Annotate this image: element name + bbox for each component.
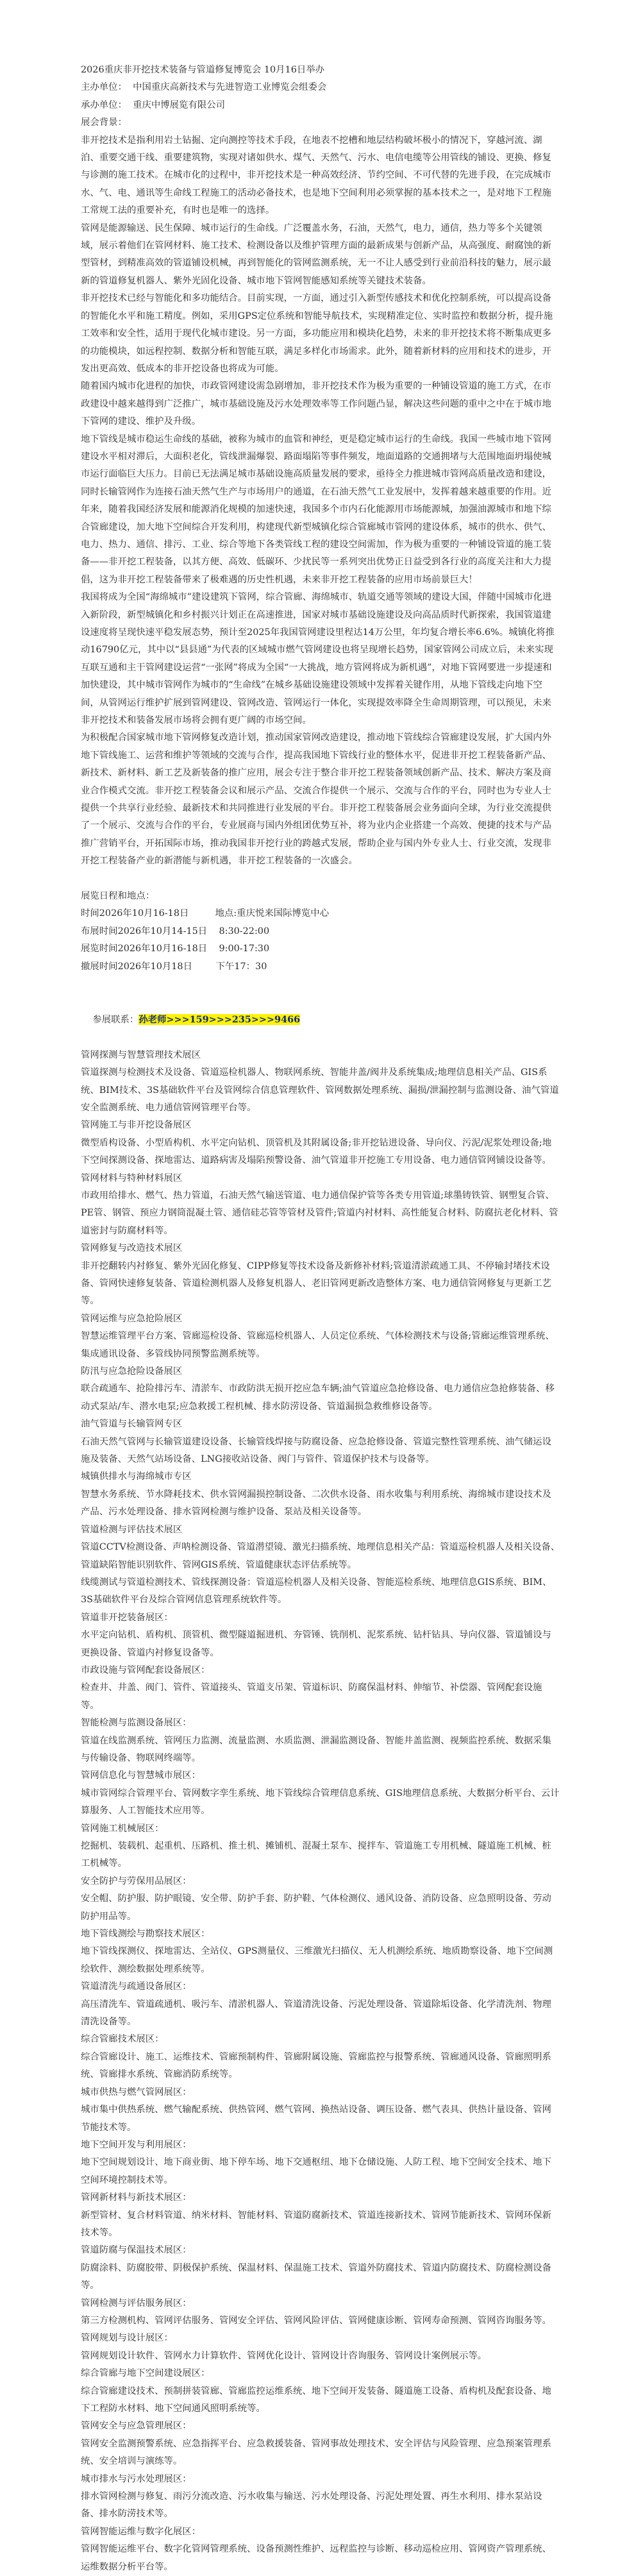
exhibit-line: 城市集中供热系统、燃气输配系统、供热管网、燃气管网、换热站设备、调压设备、燃气表具、供热计量设备、管网节能技术等。: [81, 2105, 551, 2133]
exhibit-line: 管道探测与检测技术及设备、管道巡检机器人、物联网系统、智能井盖/阀井及系统集成;地理信息相关产品、GIS系统、BIM技术、3S基础软件平台及管网综合信息管理软件、管网数据处理系统、漏损/泄漏控制与监测设备、油气管道安全监测系统、电力通信管网管理平台等。: [81, 1067, 559, 1113]
intro-paragraph: 我国将成为全国“海绵城市”建设建筑下管网，综合管廊、海绵城市、轨道交通等领域的建设大国，伴随中国城市化进入新阶段，新型城镇化和乡村振兴计划正在高速推进，国家对城市基础设施建设及向高品质时代新探索，我国管道建设速度将呈现快速平稳发展态势，预计至2025年我国管网建设里程达14万公里，年均复合增长率6.6%。城镇化将推动16790亿元，其中以“县县通”为代表的区域城市燃气管网建设也将呈现增长趋势，国家管网公司成立后，未来实现互联互通和主干管网建设运营“一张网”将成为全国“一大挑战，地方管网将成为新机遇”，对地下管网要进一步提速和加快建设，其中城市管网作为城市的“生命线”在城乡基础设施建设领域中发挥着关键作用，从地下管线走向地下空间，从管网运行维护扩展到管网建设、管网改造、管网运行一体化，实现提效率降全生命周期管理，可以预见，未来非开挖技术和装备发展市场将会拥有更广阔的市场空间。: [81, 592, 555, 726]
exhibit-line: 智慧水务系统、节水降耗技术、供水管网漏损控制设备、二次供水设备、雨水收集与利用系统、海绵城市建设技术及产品、污水处理设备、排水管网检测与维护设备、泵站及相关设备等。: [81, 1489, 551, 1518]
exhibit-line: 挖掘机、装载机、起重机、压路机、推土机、摊铺机、混凝土泵车、搅拌车、管道施工专用机械、隧道施工机械、桩工机械等。: [81, 1841, 551, 1869]
exhibit-line: 地下管线测绘与勘察技术展区：: [81, 1929, 210, 1940]
intro-paragraph: 为积极配合国家城市地下管网修复改造计划，推动国家管网改造建设，推动地下管线综合管廊建设发展，扩大国内外地下管线施工、运营和维护等领域的交流与合作，提高我国地下管线行业的整体水平，促进非开挖工程装备新产品、新技术、新材料、新工艺及新装备的推广应用，展会专注于整合非开挖工程装备领域创新产品、技术、解决方案及商业合作模式交流。非开挖工程装备会议和展示产品、交流合作提供一个展示、交流与合作的平台，同时也为专业人士提供一个共享行业经验、最新技术和共同推进行业发展的平台。非开挖工程装备展会业务面向全球，为行业交流提供了一个展示、交流与合作的平台，专业展商与国内外组团优势互补，将为业内企业搭建一个高效、便捷的技术与产品推广营销平台，开拓国际市场，推动我国非开挖行业的跨越式发展，帮助企业与国内外专业人士、行业交流，发现非开挖工程装备产业的新潜能与新机遇，非开挖工程装备的一次盛会。: [81, 733, 551, 867]
intro-paragraph: 展会背景：: [81, 117, 127, 128]
exhibit-line: 管网信息化与智慧城市展区：: [81, 1770, 201, 1781]
contact-highlight[interactable]: 孙老师>>>159>>>235>>>9466: [138, 1013, 301, 1025]
exhibit-line: 综合管廊与地下空间建设展区：: [81, 2368, 210, 2379]
exhibit-line: 微型盾构设备、小型盾构机、水平定向钻机、顶管机及其附属设备;非开挖钻进设备、导向仪、污泥/泥浆处理设备;地下空间探测设备、探地雷达、道路病害及塌陷预警设备、油气管道非开挖施工专用设备、电力通信管网铺设设备等。: [81, 1137, 552, 1166]
exhibit-line: 管网材料与特种材料展区: [81, 1173, 183, 1183]
exhibit-line: 线缆测试与管道检测技术、管线探测设备：管道巡检机器人及相关设备、智能巡检系统、地理信息GIS系统、BIM、3S基础软件平台及综合管网信息管理系统软件等。: [81, 1577, 552, 1606]
exhibit-line: 排水管网检测与修复、雨污分流改造、污水收集与输送、污水处理设备、污泥处理处置、再生水利用、排水泵站设备、排水防涝技术等。: [81, 2491, 542, 2520]
exhibit-line: 防腐涂料、防腐胶带、阴极保护系统、保温材料、保温施工技术、管道外防腐技术、管道内防腐技术、防腐检测设备等。: [81, 2262, 551, 2291]
exhibit-line: 管网规划设计软件、管网水力计算软件、管网优化设计、管网设计咨询服务、管网设计案例展示等。: [81, 2350, 487, 2361]
exhibit-line: 管网安全监测预警系统、应急指挥平台、应急救援装备、管网事故处理技术、安全评估与风险管理、应急预案管理系统、安全培训与演练等。: [81, 2438, 551, 2467]
intro-paragraph: 地下管线是城市稳运生命线的基础，被称为城市的血管和神经，更是稳定城市运行的生命线。我国一些城市地下管网建设水平相对滞后，大面积老化，管线泄漏爆裂、路面塌陷等事件频发，地面道路的交通拥堵与大范围地面坍塌使城市运行面临巨大压力。目前已无法满足城市基础设施高质量发展的要求，亟待全力推进城市管网高质量改造和建设，同时长输管网作为连接石油天然气生产与市场用户的通道，在石油天然气工业发展中，发挥着越来越重要的作用。近年来，随着我国经济发展和能源消化规模的加速快速，我国多个市内石化能源用市场能源城，加强油源城市和地下综合管廊建设，加大地下空间综合开发利用，构建现代新型城镇化综合管廊城市管网的建设体系，城市的供水、供气、电力、热力、通信、排污、工业、综合等地下各类管线工程的建设空间需加，作为极为重要的一种铺设管道的施工装备——非开挖工程装备，以其方便、高效、低碳环、少扰民等一系列突出优势正日益受到各行业的高度关注和大力提倡，这为非开挖工程装备带来了极难遇的历史性机遇，未来非开挖工程装备的应用市场前景巨大！: [81, 434, 551, 585]
exhibit-line: 管网智能运维与数字化展区：: [81, 2526, 201, 2537]
exhibit-line: 水平定向钻机、盾构机、顶管机、微型隧道掘进机、夯管锤、铣削机、泥浆系统、钻杆钻具、导向仪器、管道铺设与更换设备、管道内衬修复设备等。: [81, 1630, 551, 1658]
exhibit-line: 城市管网综合管理平台、管网数字孪生系统、地下管线综合管理信息系统、GIS地理信息系统、大数据分析平台、云计算服务、人工智能技术应用等。: [81, 1788, 560, 1817]
exhibit-areas: [81, 1047, 560, 2576]
exhibit-line: 综合管廊技术展区：: [81, 2034, 164, 2045]
exhibit-line: 管网安全与应急管理展区：: [81, 2421, 192, 2432]
spacer: [81, 976, 560, 993]
spacer: [81, 870, 560, 888]
exhibit-line: 管网规划与设计展区：: [81, 2333, 173, 2344]
intro-paragraph: 非开挖技术是指利用岩土钻掘、定向测控等技术手段，在地表不挖槽和地层结构破坏极小的情况下，穿越河流、湖泊、重要交通干线、重要建筑物，实现对诸如供水、煤气、天然气、污水、电信电缆等公用管线的铺设、更换、修复与诊测的施工技术。在城市化的过程中，非开挖技术是一种高效经济、节约空间、不可代替的先进手段，在完成城市水、气、电、通讯等生命线工程施工的活动必备技术，也是地下空间利用必须掌握的基本技术之一，是对地下工程施工常规工法的重要补充，有时也是唯一的选择。: [81, 135, 551, 216]
exhibit-line: 城市排水与污水处理展区：: [81, 2473, 192, 2484]
exhibit-line: 防汛与应急抢险设备展区: [81, 1366, 183, 1377]
exhibit-line: 非开挖翻转内衬修复、紫外光固化修复、CIPP修复等技术设备及新修补材料;管道清淤疏通工具、不停输封堵技术设备、管网快速修复装备、管道检测机器人及修复机器人、老旧管网更新改造整体方案、电力通信管网修复与更新工艺等。: [81, 1260, 551, 1307]
exhibit-line: 地下空间规划设计、地下商业街、地下停车场、地下交通枢纽、地下仓储设施、人防工程、地下空间安全技术、地下空间环境控制技术等。: [81, 2157, 551, 2185]
exhibit-line: 第三方检测机构、管网评估服务、管网安全评估、管网风险评估、管网健康诊断、管网寿命预测、管网咨询服务等。: [81, 2315, 551, 2326]
exhibit-line: 石油天然气管网与长输管道建设设备、长输管线焊接与防腐设备、应急抢修设备、管道完整性管理系统、油气储运设施及装备、天然气站场设备、LNG接收站设备、阀门与管件、管道保护技术与设备等。: [81, 1436, 551, 1465]
exhibit-line: 管道CCTV检测设备、声呐检测设备、管道潜望镜、激光扫描系统、地理信息相关产品：管道巡检机器人及相关设备、管道缺陷智能识别软件、管网GIS系统、管道健康状态评估系统等。: [81, 1542, 560, 1570]
schedule-line: 展览时间2026年10月16-18日 9:00-17:30: [81, 944, 270, 954]
exhibit-line: 管网智能运维平台、数字化管网管理系统、设备预测性维护、远程监控与诊断、移动巡检应用、管网资产管理系统、运维数据分析平台等。: [81, 2544, 551, 2572]
schedule-block: [81, 888, 560, 976]
exhibit-line: 智慧运维管理平台方案、管廊巡检设备、管廊巡检机器人、人员定位系统、气体检测技术与设备;管廊运维管理系统、集成通讯设备、多管线协同预警监测系统等。: [81, 1331, 555, 1359]
exhibit-line: 新型管材、复合材料管道、纳米材料、智能材料、管道防腐新技术、管道连接新技术、管网节能新技术、管网环保新技术等。: [81, 2210, 551, 2238]
intro-paragraph: 管网是能源输送、民生保障、城市运行的生命线。广泛覆盖水务，石油，天然气，电力，通信，热力等多个关键领域，展示着他们在管网材料、施工技术、检测设备以及维护管理方面的最新成果与创新产品，从高强度、耐腐蚀的新型管材，到精准高效的管道铺设机械，再到智能化的管网监测系统，无一不让人感受到行业前沿科技的魅力，展示最新的管道修复机器人、紫外光固化设备、城市地下管网智能感知系统等关键技术装备。: [81, 223, 551, 286]
exhibit-line: 管网检测与评估服务展区：: [81, 2298, 192, 2309]
intro-paragraph: 随着国内城市化进程的加快，市政管网建设需急剧增加，非开挖技术作为极为重要的一种铺设管道的施工方式，在市政建设中越来越得到广泛推广，城市基础设施及污水处理效率等工作问题凸显，解决这些问题的重中之中在于城市地下管网的建设、维护及升级。: [81, 381, 551, 427]
header-block: [81, 62, 560, 114]
intro-block: [81, 114, 560, 870]
exhibit-line: 管网施工与非开挖设备展区: [81, 1120, 192, 1131]
intro-paragraph: 非开挖技术已经与智能化和多功能结合。目前实现，一方面，通过引入新型传感技术和优化控制系统，可以提高设备的智能化水平和施工精度。例如，采用GPS定位系统和智能导航技术，实现精准定位、实时监控和数据分析，提升施工效率和安全性，适用于现代化城市建设。另一方面，多功能应用和模块化趋势，未来的非开挖技术将不断集成更多的功能模块，如远程控制、数据分析和智能互联，满足多样化市场需求。此外，随着新材料的应用和技术的进步，开发出更高效、低成本的非开挖设备也将成为可能。: [81, 293, 553, 374]
contact-prefix: 参展联系：: [92, 1014, 139, 1025]
exhibit-line: 城镇供排水与海绵城市专区: [81, 1471, 192, 1482]
contact-line: [81, 994, 560, 1047]
exhibit-line: 管道防腐与保温技术展区：: [81, 2245, 192, 2256]
exhibit-line: 管网新材料与新技术展区：: [81, 2192, 192, 2203]
schedule-line: 撤展时间2026年10月18日 下午17：30: [81, 961, 267, 972]
exhibit-line: 管道非开挖装备展区：: [81, 1612, 173, 1623]
exhibit-line: 联合疏通车、抢险排污车、清淤车、市政防洪无损开挖应急车辆;油气管道应急抢修设备、电力通信应急抢修装备、移动式泵站/车、潜水电泵;应急救援工程机械、排水防涝设备、管道漏损急救维修设备等。: [81, 1384, 555, 1412]
exhibit-line: 管网运维与应急抢险展区: [81, 1313, 183, 1324]
exhibit-line: 市政用给排水、燃气、热力管道，石油天然气输送管道、电力通信保护管等各类专用管道;球墨铸铁管、钢塑复合管、PE管、钢管、预应力钢筒混凝土管、通信硅芯管等管材及管件;管道内衬材料、高性能复合材料、防腐抗老化材料、管道密封与防腐材料等。: [81, 1190, 558, 1236]
header-line: 2026重庆非开挖技术装备与管道修复博览会 10月16日举办: [81, 65, 325, 75]
exhibit-line: 油气管道与长输管网专区: [81, 1419, 183, 1430]
exhibit-line: 综合管廊建设技术、预制拼装管廊、管廊监控运维系统、地下空间开发装备、隧道施工设备、盾构机及配套设备、地下工程防水材料、地下空间通风照明系统等。: [81, 2385, 551, 2414]
exhibit-line: 安全帽、防护服、防护眼镜、安全带、防护手套、防护鞋、气体检测仪、通风设备、消防设备、应急照明设备、劳动防护用品等。: [81, 1894, 551, 1922]
exhibit-line: 城市供热与燃气管网展区：: [81, 2087, 192, 2097]
exhibit-line: 管道在线监测系统、管网压力监测、流量监测、水质监测、泄漏监测设备、智能井盖监测、视频监控系统、数据采集与传输设备、物联网终端等。: [81, 1735, 551, 1763]
schedule-line: 展览日程和地点：: [81, 891, 155, 902]
exhibit-line: 管道清洗与疏通设备展区：: [81, 1981, 192, 1992]
exhibit-line: 智能检测与监测设备展区：: [81, 1718, 192, 1729]
schedule-line: 时间2026年10月16-18日 地点:重庆悦来国际博览中心: [81, 908, 330, 919]
exhibit-line: 管网施工机械展区：: [81, 1823, 164, 1834]
exhibit-line: 管网修复与改造技术展区: [81, 1243, 183, 1254]
exhibit-line: 安全防护与劳保用品展区：: [81, 1876, 192, 1886]
exhibit-line: 检查井、井盖、阀门、管件、管道接头、管道支吊架、管道标识、防腐保温材料、伸缩节、补偿器、管网配套设施等。: [81, 1682, 542, 1711]
exhibit-line: 地下管线探测仪、探地雷达、全站仪、GPS测量仪、三维激光扫描仪、无人机测绘系统、地质勘察设备、地下空间测绘软件、测绘数据处理系统等。: [81, 1946, 553, 1974]
exhibit-line: 市政设施与管网配套设备展区：: [81, 1665, 210, 1675]
exhibit-line: 管道检测与评估技术展区: [81, 1524, 183, 1535]
exhibit-line: 高压清洗车、管道疏通机、吸污车、清淤机器人、管道清洗设备、污泥处理设备、管道除垢设备、化学清洗剂、物理清洗设备等。: [81, 1999, 551, 2028]
exhibit-line: 综合管廊设计、施工、运维技术、管廊预制构件、管廊附属设施、管廊监控与报警系统、管廊通风设备、管廊照明系统、管廊排水系统、管廊消防系统等。: [81, 2051, 551, 2080]
header-line: 承办单位： 重庆中博展览有限公司: [81, 99, 226, 110]
exhibit-line: 地下空间开发与利用展区：: [81, 2139, 192, 2150]
exhibit-line: 管网探测与智慧管理技术展区: [81, 1049, 201, 1060]
header-line: 主办单位： 中国重庆高新技术与先进智造工业博览会组委会: [81, 82, 327, 93]
schedule-line: 布展时间2026年10月14-15日 8:30-22:00: [81, 926, 270, 936]
